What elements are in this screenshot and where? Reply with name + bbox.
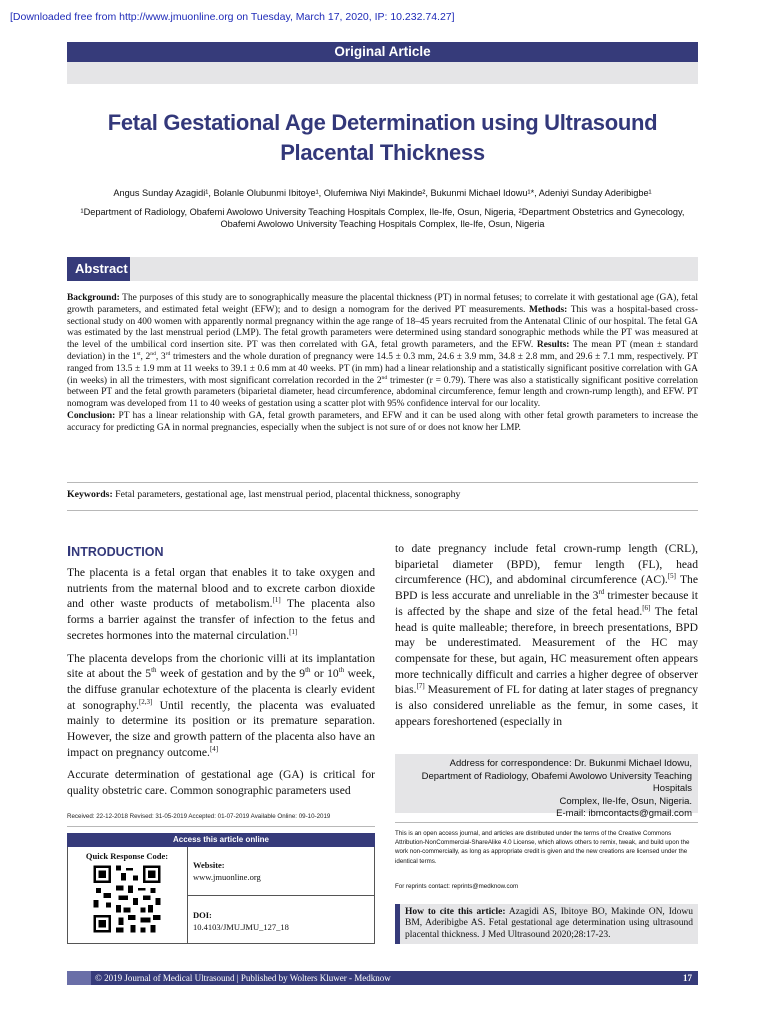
text: The placenta is a fetal organ that enables it to take oxygen and nutrients from the maternal blood and to excrete carbon dioxide and other waste products of metabolism. (67, 566, 375, 611)
download-notice: [Downloaded free from http://www.jmuonline.org on Tuesday, March 17, 2020, IP: 10.232.74.27] (10, 11, 455, 23)
website-label: Website: (193, 860, 225, 870)
paragraph (67, 651, 375, 761)
text: week of gestation and by the 9 (156, 667, 306, 681)
abstract-heading: Abstract (67, 257, 130, 281)
heading-rest: NTRODUCTION (71, 545, 164, 559)
superscript: rd (165, 350, 171, 357)
divider (67, 482, 698, 483)
paragraph (67, 565, 375, 644)
divider (67, 826, 375, 827)
citation-ref[interactable]: [6] (642, 603, 651, 612)
citation-ref[interactable]: [5] (667, 572, 676, 581)
abstract-results-text: , 2 (140, 351, 151, 362)
text: Measurement of FL for dating at later stages of pregnancy is also considered unreliable as the femur, in some cases, it appears foreshortened (especially in (395, 683, 698, 728)
text: trimester because it is affected by the shape and size of the fetal head. (395, 589, 698, 618)
correspondence-box (395, 754, 698, 819)
text: The BPD is less accurate and unreliable in the 3 (395, 573, 698, 603)
divider (395, 822, 698, 823)
abstract-background: The purposes of this study are to sonographically measure the placental thickness (PT) in normal fetuses; to correlate it with gestational age (GA), fetal growth parameters, and estimated fetal weight (EFW); and to design a nomogram for the derived PT measurements. (67, 293, 698, 315)
abstract-methods: This was a hospital-based cross-sectional study on 400 women with apparently normal pregnancy within the age range of 18–45 years recruited from the Antenatal Clinic of our hospital. The fetal GA was estimated by the last menstrual period (LMP). The fetal growth parameters were determined using standard sonographic methods while the PT was measured at the level of the umbilical cord insertion site. PT was then correlated with GA, fetal growth parameters, and the EFW. (67, 304, 699, 351)
text: Accurate determination of gestational age (GA) is critical for quality obstetric care. Common sonographic parameters used (67, 768, 375, 798)
superscript: rd (598, 588, 605, 597)
superscript: th (305, 666, 311, 675)
abstract-background-label: Background: (67, 293, 120, 303)
heading-capital: I (67, 543, 72, 560)
superscript: nd (150, 350, 156, 357)
text: Until recently, the placenta was evaluated mainly to determine its position or its premature separation. However, the size and growth pattern of the placenta also have an impact on pregnancy outcome. (67, 698, 375, 759)
reprints-contact: For reprints contact: reprints@medknow.com (395, 883, 519, 890)
citation-ref[interactable]: [1] (289, 627, 298, 636)
keywords-label: Keywords: (67, 489, 113, 500)
left-column (67, 565, 375, 806)
text: or 10 (310, 667, 339, 681)
keywords-text: Fetal parameters, gestational age, last menstrual period, placental thickness, sonography (112, 489, 461, 500)
website-link[interactable]: www.jmuonline.org (193, 872, 261, 882)
paragraph (395, 541, 698, 729)
abstract-methods-label: Methods: (529, 304, 568, 315)
paragraph (67, 767, 375, 798)
abstract-body (67, 293, 698, 435)
header-gray-band (67, 62, 698, 84)
license-notice: This is an open access journal, and articles are distributed under the terms of the Creative Commons Attribution-NonCommercial-ShareAlike 4.0 License, which allows others to remix, tweak, and build upon the work non-commercially, as long as appropriate credit is given and the new creations are licensed under the identical terms. (395, 830, 690, 865)
superscript: th (151, 666, 157, 675)
qr-label: Quick Response Code: (85, 851, 169, 861)
doi-label: DOI: (193, 910, 212, 920)
correspondence-line: Department of Radiology, Obafemi Awolowo University Teaching Hospitals (421, 770, 692, 794)
cite-text: Azagidi AS, Ibitoye BO, Makinde ON, Idowu BM, Aderibigbe AS. Fetal gestational age determination using ultrasound placental thickness. J Med Ultrasound 2020;28:17-23. (405, 907, 693, 940)
superscript: th (338, 666, 345, 675)
abstract-results-text: trimesters and the whole duration of pregnancy were 14.5 ± 0.3 mm, 24.6 ± 3.9 mm, 34.8 ± 2.8 mm, and 29.6 ± 7.1 mm, respectively. PT ranged from 13.5 ± 1.9 mm at 11 weeks to 39.1 ± 0.6 mm at 40 weeks. PT (in mm) had a linear relationship and a statistically significant positive correlation with GA (in weeks) in all the trimesters, with most significant correlation recorded in the 2 (67, 351, 699, 386)
citation-ref[interactable]: [4] (209, 744, 219, 753)
qr-code-icon[interactable] (91, 863, 163, 935)
text: The fetal head is quite malleable; therefore, in breech presentations, BPD may be underestimated. Measurement of the HC may compensate for these, but again, HC measurement often appears more technically difficult and carries a higher degree of observer bias. (395, 604, 698, 697)
footer-accent (67, 971, 91, 985)
keywords (67, 489, 698, 501)
access-online-heading: Access this article online (67, 833, 375, 847)
footer-copyright: © 2019 Journal of Medical Ultrasound | Published by Wolters Kluwer - Medknow (95, 973, 391, 983)
correspondence-email[interactable]: E-mail: ibmcontacts@gmail.com (556, 808, 692, 819)
abstract-conclusion: PT has a linear relationship with GA, fetal growth parameters, and EFW and it can be used along with other fetal growth parameters to increase the accuracy for predicting GA in normal pregnancies, especially when the subject is not sure of or does not know her LMP. (67, 410, 698, 433)
citation-ref[interactable]: [2,3] (138, 697, 153, 706)
article-title: Fetal Gestational Age Determination using Ultrasound Placental Thickness (107, 110, 658, 165)
cite-label: How to cite this article: (405, 907, 506, 917)
author-list: Angus Sunday Azagidi¹, Bolanle Olubunmi Ibitoye¹, Olufemiwa Niyi Makinde², Bukunmi Michael Idowu¹*, Adeniyi Sunday Aderibigbe¹ (113, 188, 652, 198)
text: The placenta also forms a barrier against the transfer of infection to the fetus and secretes hormones into the maternal circulation. (67, 597, 375, 642)
superscript: st (136, 350, 141, 357)
article-type-banner: Original Article (67, 42, 698, 62)
how-to-cite-box (395, 904, 698, 944)
abstract-band (67, 257, 698, 281)
superscript: nd (381, 374, 388, 381)
introduction-heading (67, 543, 164, 560)
access-box-divider (187, 895, 375, 896)
affiliations: ¹Department of Radiology, Obafemi Awolowo University Teaching Hospitals Complex, Ile-Ife, Osun, Nigeria, ²Department Obstetrics and Gynecology, Obafemi Awolowo University Teaching Hospitals Complex, Ile-Ife, Osun, Nigeria (80, 207, 685, 229)
abstract-results-text: , 3 (155, 351, 166, 362)
article-dates: Received: 22-12-2018 Revised: 31-05-2019 Accepted: 01-07-2019 Available Online: 09-10-2019 (67, 813, 331, 820)
page-number: 17 (683, 973, 692, 983)
right-column (395, 541, 698, 736)
divider (67, 510, 698, 511)
citation-ref[interactable]: [7] (416, 682, 425, 691)
abstract-results-text: The mean PT (mean ± standard deviation) in the 1 (67, 340, 699, 362)
abstract-conclusion-label: Conclusion: (67, 410, 116, 421)
correspondence-line: Complex, Ile-Ife, Osun, Nigeria. (559, 795, 692, 807)
doi-link[interactable]: 10.4103/JMU.JMU_127_18 (193, 922, 289, 932)
correspondence-line: Address for correspondence: Dr. Bukunmi Michael Idowu, (449, 758, 692, 769)
abstract-results-label: Results: (536, 340, 570, 351)
text: The placenta develops from the chorionic villi at its implantation site at about the 5 (67, 651, 375, 681)
text: to date pregnancy include fetal crown-rump length (CRL), biparietal diameter (BPD), femur length (FL), head circumference (HC), and abdominal circumference (AC). (395, 542, 698, 587)
citation-ref[interactable]: [1] (272, 596, 281, 605)
text: week, the diffuse granular echotexture of the placenta is clearly evident at sonography. (67, 667, 375, 712)
abstract-results-text: trimester (r = 0.79). There was also a statistically significant positive correlation between PT and the fetal growth parameters (biparietal diameter, head circumference, abdominal circumference, femur length and crown-rump length), and EFW. PT nomogram was developed from 11 to 40 weeks of gestation using a scatter plot with 95% confidence interval for our locality. (67, 375, 699, 410)
